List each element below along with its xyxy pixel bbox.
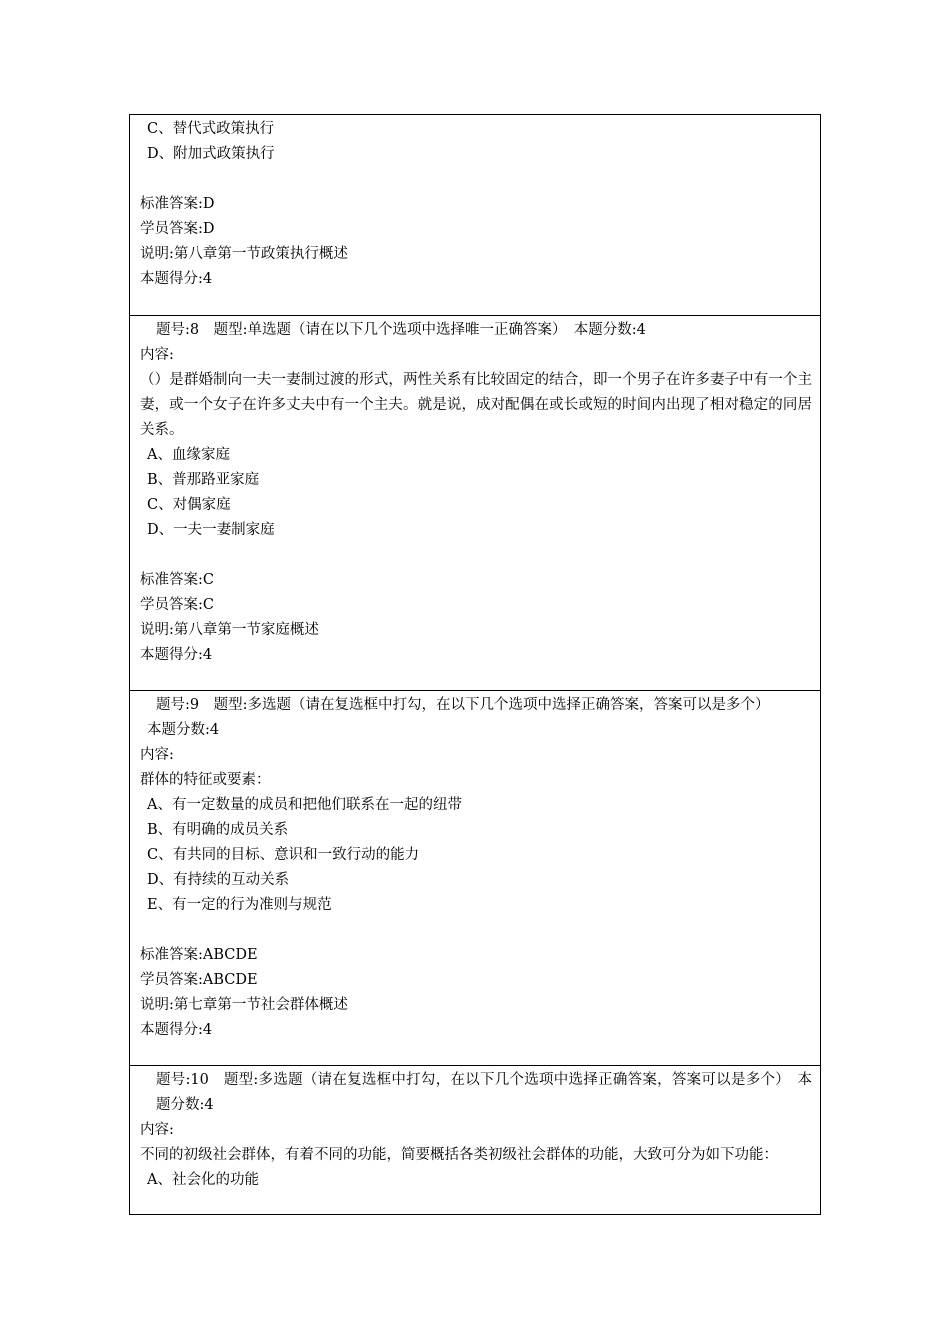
option-a: A、血缘家庭 xyxy=(147,447,230,463)
standard-answer: 标准答案:ABCDE xyxy=(140,947,258,963)
standard-answer: 标准答案:C xyxy=(140,572,214,588)
student-answer: 学员答案:ABCDE xyxy=(140,972,258,988)
content-label: 内容: xyxy=(140,347,174,363)
question-score: 本题得分:4 xyxy=(140,271,213,287)
content-label: 内容: xyxy=(140,747,174,763)
option-c: C、对偶家庭 xyxy=(147,497,231,513)
question-score: 本题得分:4 xyxy=(140,647,213,663)
question-text: 群体的特征或要素： xyxy=(140,772,271,788)
content-label: 内容: xyxy=(140,1122,174,1138)
option-c: C、替代式政策执行 xyxy=(147,121,275,137)
question-header: 题号:10 题型:多选题（请在复选框中打勾，在以下几个选项中选择正确答案，答案可以是多个） 本题分数:4 xyxy=(156,1072,812,1113)
question-header: 题号:9 题型:多选题（请在复选框中打勾，在以下几个选项中选择正确答案，答案可以是多个） xyxy=(156,697,770,713)
student-answer: 学员答案:D xyxy=(140,221,215,237)
option-c: C、有共同的目标、意识和一致行动的能力 xyxy=(147,847,420,863)
option-d: D、一夫一妻制家庭 xyxy=(147,522,275,538)
question-text: 不同的初级社会群体，有着不同的功能，简要概括各类初级社会群体的功能，大致可分为如下功能： xyxy=(140,1147,778,1163)
option-a: A、社会化的功能 xyxy=(147,1172,259,1188)
question-points: 本题分数:4 xyxy=(147,722,220,738)
option-d: D、有持续的互动关系 xyxy=(147,872,290,888)
option-a: A、有一定数量的成员和把他们联系在一起的纽带 xyxy=(147,797,462,813)
question-10 xyxy=(129,1065,821,1215)
standard-answer: 标准答案:D xyxy=(140,196,215,212)
answer-sheet xyxy=(129,114,821,1215)
student-answer: 学员答案:C xyxy=(140,597,214,613)
explanation: 说明:第八章第一节家庭概述 xyxy=(140,622,319,638)
option-e: E、有一定的行为准则与规范 xyxy=(147,897,332,913)
explanation: 说明:第七章第一节社会群体概述 xyxy=(140,997,348,1013)
question-text: （）是群婚制向一夫一妻制过渡的形式，两性关系有比较固定的结合，即一个男子在许多妻子中有一个主妻，或一个女子在许多丈夫中有一个主夫。就是说，成对配偶在或长或短的时间内出现了相对稳定的同居关系。 xyxy=(140,372,812,438)
option-b: B、有明确的成员关系 xyxy=(147,822,289,838)
explanation: 说明:第八章第一节政策执行概述 xyxy=(140,246,348,262)
question-score: 本题得分:4 xyxy=(140,1022,213,1038)
question-8 xyxy=(129,315,821,690)
question-header: 题号:8 题型:单选题（请在以下几个选项中选择唯一正确答案） 本题分数:4 xyxy=(156,322,646,338)
option-b: B、普那路亚家庭 xyxy=(147,472,260,488)
question-7-tail xyxy=(129,114,821,315)
option-d: D、附加式政策执行 xyxy=(147,146,275,162)
question-9 xyxy=(129,690,821,1065)
